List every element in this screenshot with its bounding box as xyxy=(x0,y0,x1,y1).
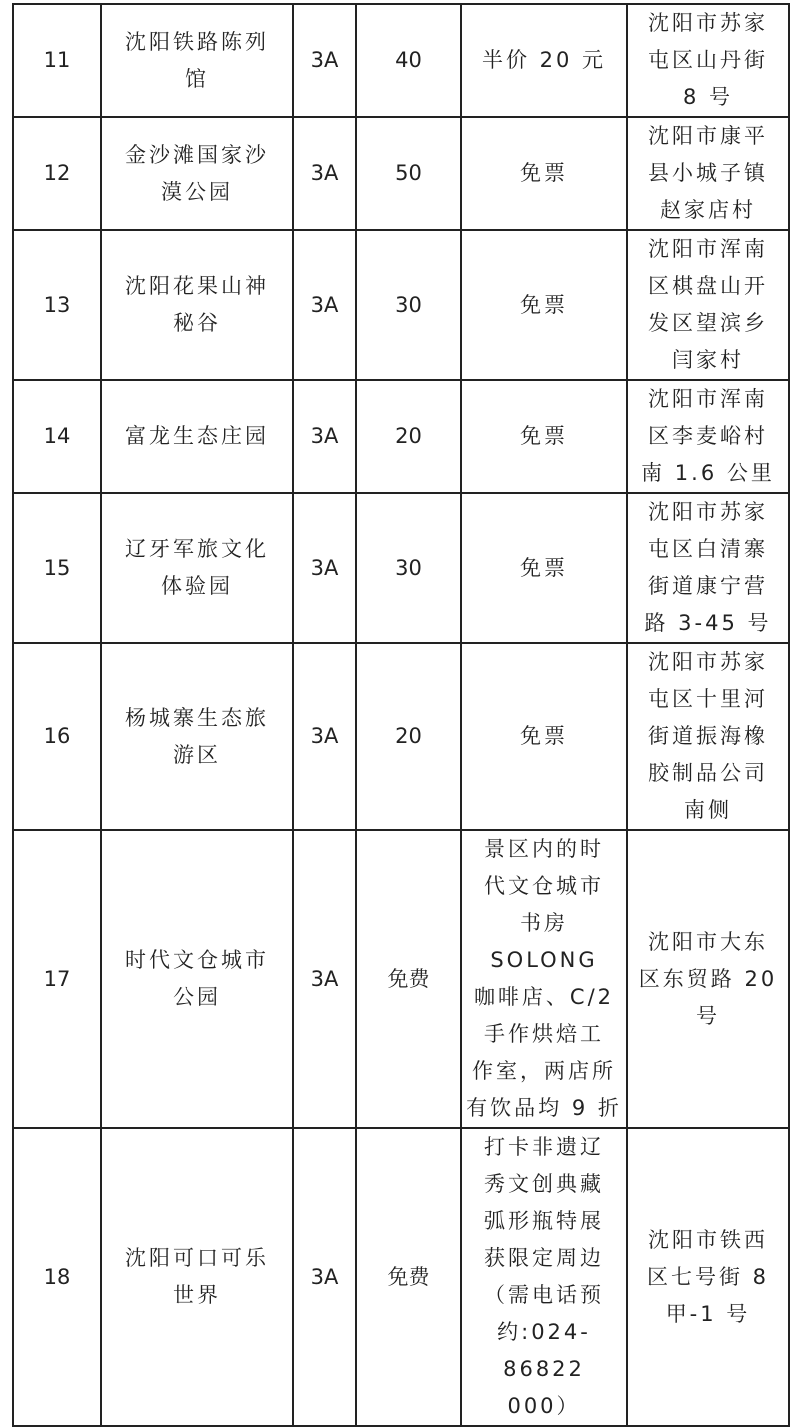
table-row xyxy=(13,493,789,643)
table-row xyxy=(13,380,789,493)
cell-address: 沈阳市苏家 屯区白清寨 街道康宁营 路 3-45 号 xyxy=(627,493,789,643)
cell-name: 杨城寨生态旅 游区 xyxy=(101,643,293,830)
table-row xyxy=(13,1128,789,1426)
cell-address: 沈阳市康平 县小城子镇 赵家店村 xyxy=(627,117,789,230)
cell-price: 20 xyxy=(356,643,461,830)
cell-offer: 免票 xyxy=(461,380,627,493)
cell-name: 沈阳花果山神 秘谷 xyxy=(101,230,293,380)
cell-price: 50 xyxy=(356,117,461,230)
cell-no: 18 xyxy=(13,1128,101,1426)
cell-no: 11 xyxy=(13,4,101,117)
cell-name: 辽牙军旅文化 体验园 xyxy=(101,493,293,643)
cell-price: 30 xyxy=(356,230,461,380)
cell-name: 富龙生态庄园 xyxy=(101,380,293,493)
cell-level: 3A xyxy=(293,830,356,1128)
cell-no: 16 xyxy=(13,643,101,830)
scenic-spot-table xyxy=(12,3,790,1427)
cell-level: 3A xyxy=(293,230,356,380)
cell-offer: 免票 xyxy=(461,117,627,230)
cell-no: 14 xyxy=(13,380,101,493)
table-row xyxy=(13,830,789,1128)
table-row xyxy=(13,4,789,117)
cell-offer: 打卡非遗辽 秀文创典藏 弧形瓶特展 获限定周边 （需电话预 约:024-86822 000） xyxy=(461,1128,627,1426)
cell-no: 12 xyxy=(13,117,101,230)
cell-level: 3A xyxy=(293,380,356,493)
cell-offer: 免票 xyxy=(461,643,627,830)
cell-level: 3A xyxy=(293,117,356,230)
cell-offer: 免票 xyxy=(461,493,627,643)
table-row xyxy=(13,117,789,230)
cell-name: 沈阳可口可乐 世界 xyxy=(101,1128,293,1426)
cell-level: 3A xyxy=(293,643,356,830)
cell-no: 15 xyxy=(13,493,101,643)
cell-address: 沈阳市浑南 区棋盘山开 发区望滨乡 闫家村 xyxy=(627,230,789,380)
cell-address: 沈阳市浑南 区李麦峪村 南 1.6 公里 xyxy=(627,380,789,493)
cell-offer: 半价 20 元 xyxy=(461,4,627,117)
table-row xyxy=(13,230,789,380)
cell-price: 40 xyxy=(356,4,461,117)
cell-name: 时代文仓城市 公园 xyxy=(101,830,293,1128)
cell-price: 免费 xyxy=(356,1128,461,1426)
cell-no: 17 xyxy=(13,830,101,1128)
cell-price: 免费 xyxy=(356,830,461,1128)
table-row xyxy=(13,643,789,830)
cell-offer: 免票 xyxy=(461,230,627,380)
cell-address: 沈阳市苏家 屯区十里河 街道振海橡 胶制品公司 南侧 xyxy=(627,643,789,830)
cell-address: 沈阳市苏家 屯区山丹街 8 号 xyxy=(627,4,789,117)
cell-address: 沈阳市大东 区东贸路 20 号 xyxy=(627,830,789,1128)
cell-level: 3A xyxy=(293,493,356,643)
cell-name: 沈阳铁路陈列 馆 xyxy=(101,4,293,117)
cell-offer: 景区内的时 代文仓城市 书房 SOLONG 咖啡店、C/2 手作烘焙工 作室，两店所 有饮品均 9 折 xyxy=(461,830,627,1128)
cell-no: 13 xyxy=(13,230,101,380)
cell-level: 3A xyxy=(293,1128,356,1426)
cell-address: 沈阳市铁西 区七号街 8 甲-1 号 xyxy=(627,1128,789,1426)
cell-level: 3A xyxy=(293,4,356,117)
cell-price: 20 xyxy=(356,380,461,493)
cell-price: 30 xyxy=(356,493,461,643)
cell-name: 金沙滩国家沙 漠公园 xyxy=(101,117,293,230)
